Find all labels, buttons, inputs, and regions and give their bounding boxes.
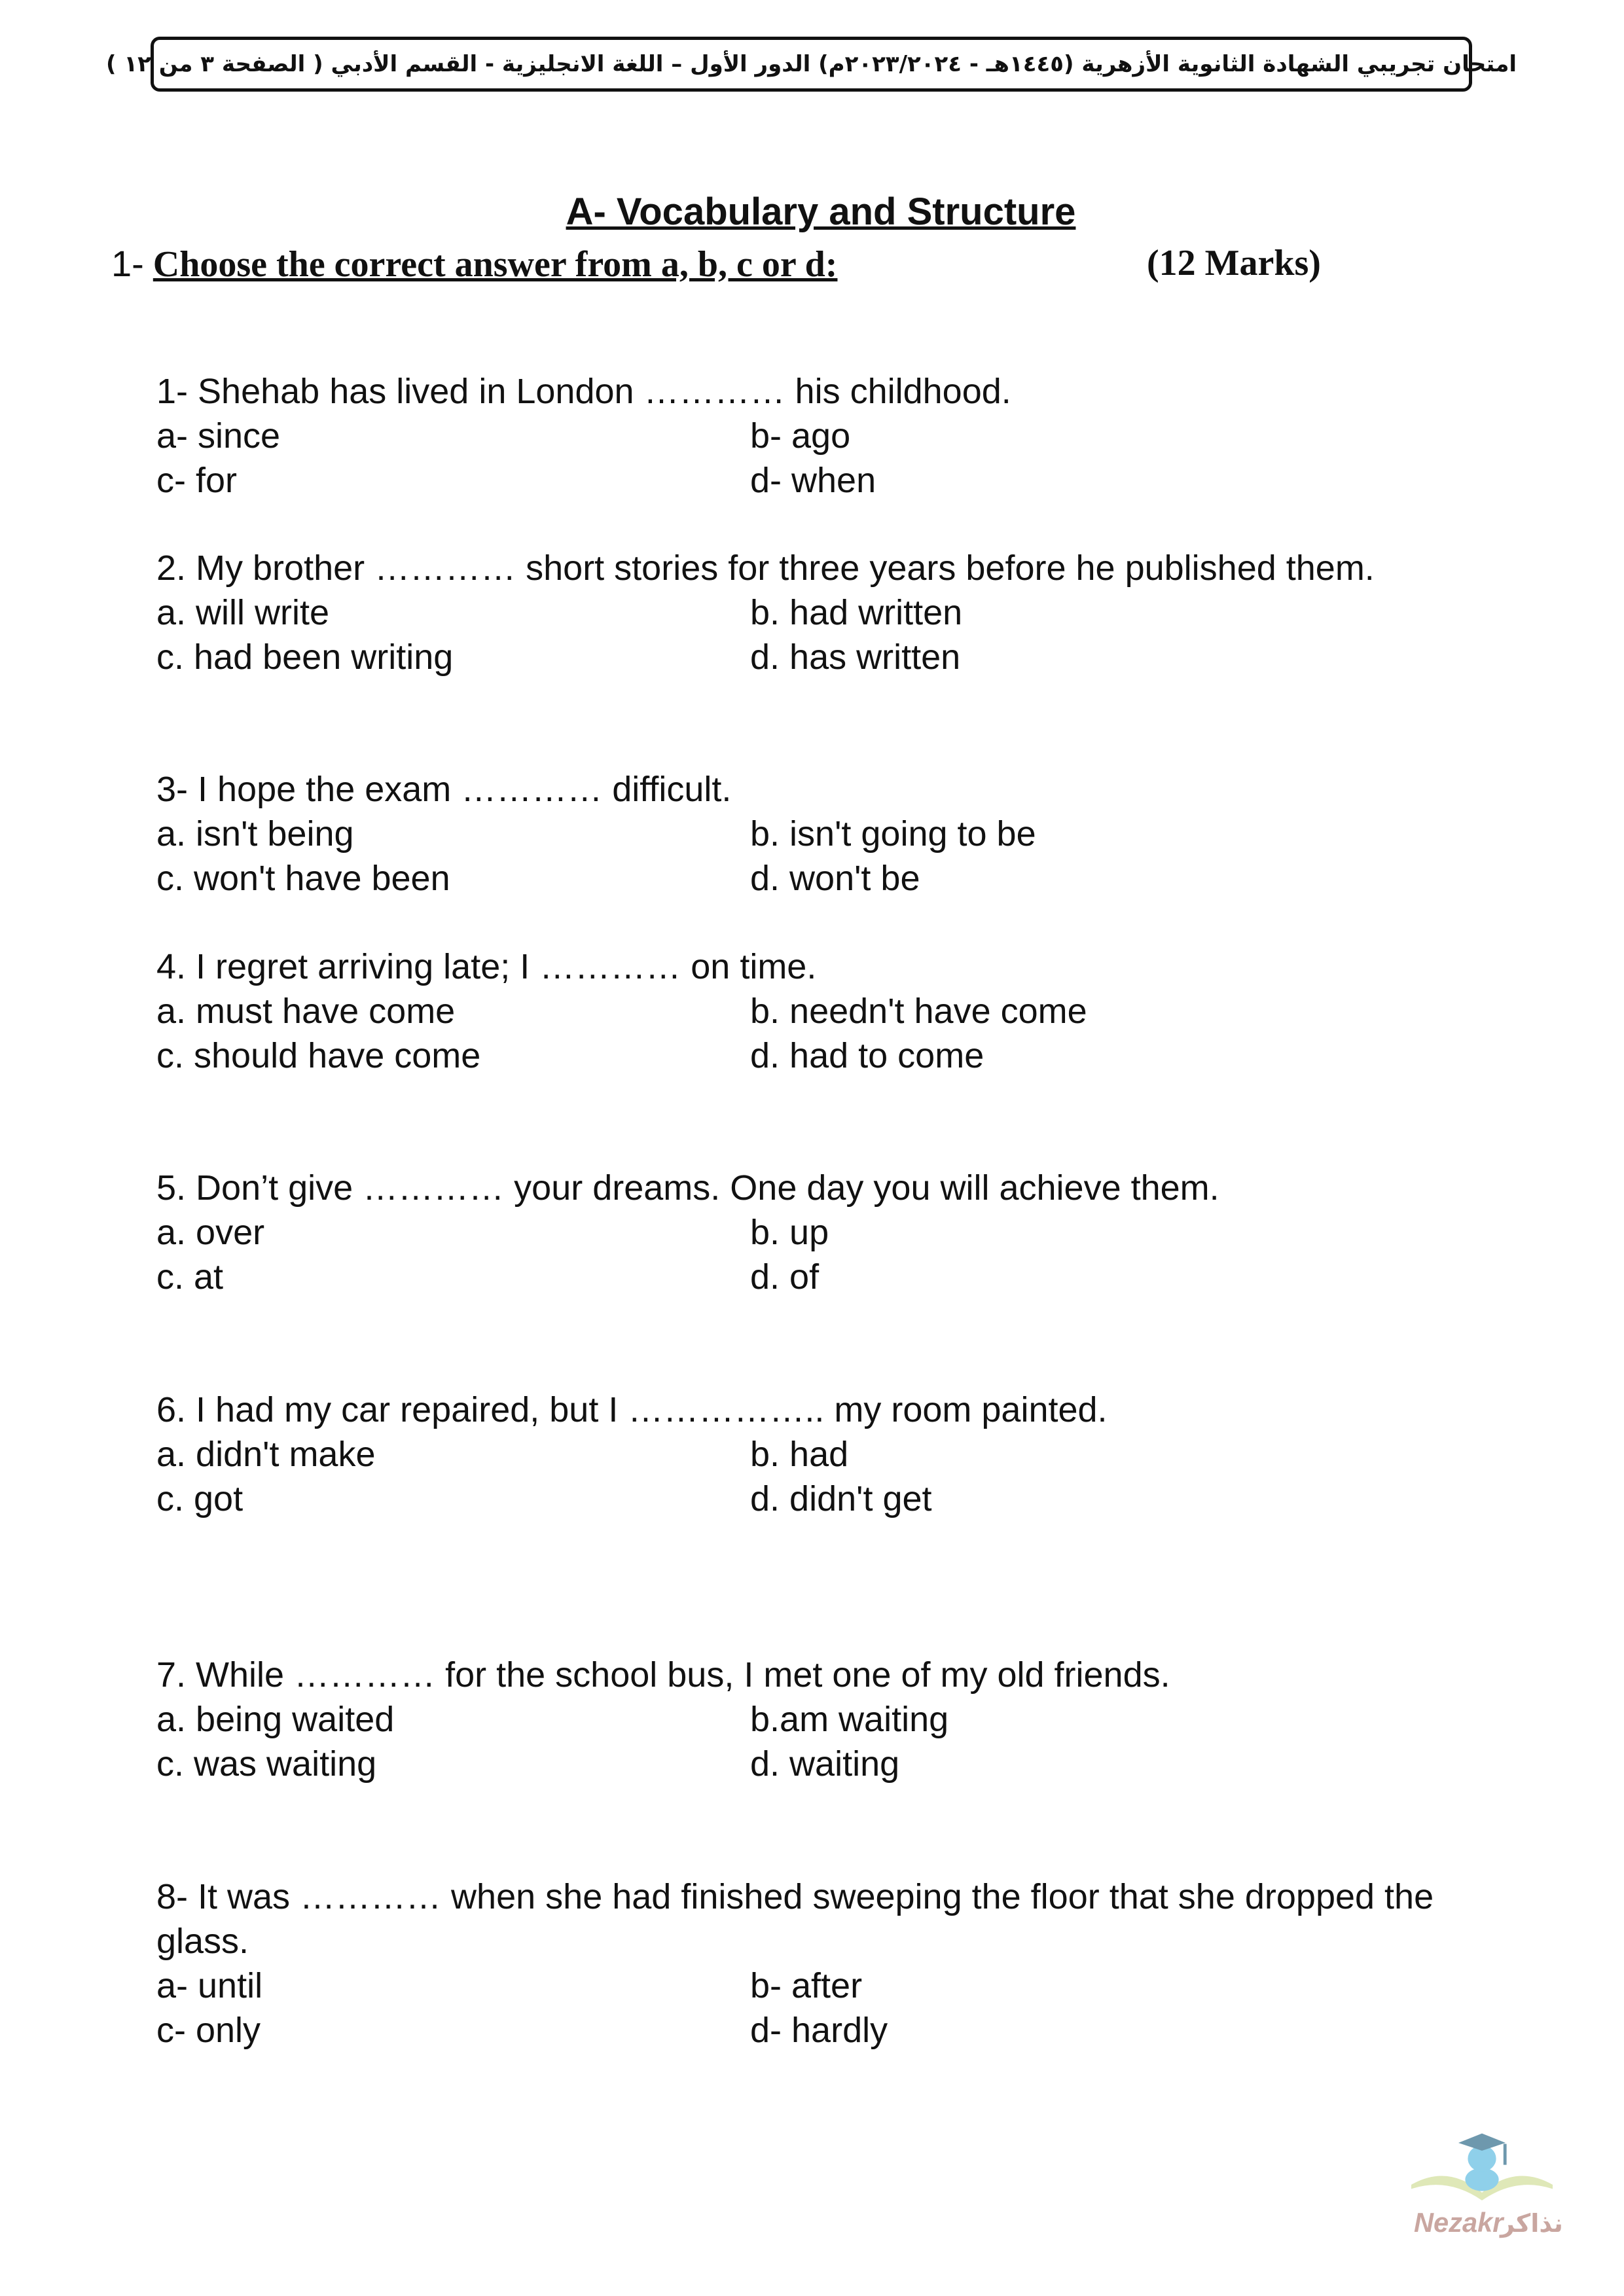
options [156,1210,1531,1299]
option-b: b. had written [750,593,963,632]
svg-text:Nezakr: Nezakr [1414,2207,1504,2238]
question-7 [156,1653,1531,1786]
instruction-text: Choose the correct answer from a, b, c or d: [153,244,838,285]
exam-header [105,37,1517,92]
option-a: a. will write [156,593,330,632]
option-c: c. won't have been [156,859,450,898]
instruction [111,242,837,285]
question-3 [156,767,1531,901]
option-b: b.am waiting [750,1700,949,1739]
options [156,812,1531,901]
option-d: d. of [750,1257,820,1297]
option-a: a. over [156,1213,265,1252]
option-c: c. had been writing [156,637,454,677]
option-d: d. has written [750,637,961,677]
question-stem: 4. I regret arriving late; I ………… on time. [156,947,817,986]
option-a: a. must have come [156,992,456,1031]
option-c: c. at [156,1257,224,1297]
option-d: d- when [750,461,876,500]
option-d: d. waiting [750,1744,900,1784]
question-stem: 3- I hope the exam ………… difficult. [156,770,732,809]
question-stem: 2. My brother ………… short stories for three years before he published them. [156,548,1375,588]
question-stem: 6. I had my car repaired, but I …………….. my room painted. [156,1390,1108,1429]
options [156,1697,1531,1786]
question-stem: 8- It was ………… when she had finished sweeping the floor that she dropped the glass. [156,1877,1434,1961]
option-b: b- ago [750,416,851,456]
instruction-number: 1- [111,243,144,284]
option-a: a- since [156,416,281,456]
option-d: d. won't be [750,859,920,898]
option-c: c. got [156,1479,244,1518]
option-a: a. didn't make [156,1435,376,1474]
option-c: c- for [156,461,238,500]
option-b: b. isn't going to be [750,814,1036,853]
marks: (12 Marks) [1147,243,1321,283]
option-d: d- hardly [750,2011,888,2050]
option-b: b. needn't have come [750,992,1087,1031]
option-b: b. up [750,1213,829,1252]
question-4 [156,944,1531,1078]
question-stem: 7. While ………… for the school bus, I met one of my old friends. [156,1655,1170,1695]
question-stem: 1- Shehab has lived in London ………… his childhood. [156,372,1011,411]
options [156,590,1531,679]
header-text: امتحان تجريبي الشهادة الثانوية الأزهرية (١٤٤٥هـ - ٢٠٢٣/٢٠٢٤م) الدور الأول – اللغة الانجليزية - القسم الأدبي ( الصفحة ٣ من ١٢ ) [105,51,1517,77]
option-d: d. had to come [750,1036,984,1075]
option-a: a. being waited [156,1700,395,1739]
options [156,1432,1531,1521]
options [156,989,1531,1078]
svg-text:نذاكر: نذاكر [1500,2209,1563,2238]
question-8 [156,1874,1531,2053]
option-a: a- until [156,1966,263,2005]
question-6 [156,1388,1531,1521]
option-c: c- only [156,2011,261,2050]
options [156,1964,1531,2053]
option-b: b. had [750,1435,849,1474]
options [156,414,1531,503]
option-c: c. was waiting [156,1744,377,1784]
option-d: d. didn't get [750,1479,932,1518]
question-1 [156,369,1531,503]
option-b: b- after [750,1966,863,2005]
section-title: A- Vocabulary and Structure [566,190,1076,233]
question-2 [156,546,1531,679]
question-stem: 5. Don’t give ………… your dreams. One day you will achieve them. [156,1168,1219,1208]
question-5 [156,1166,1531,1299]
nezakr-logo [1394,2127,1591,2258]
option-c: c. should have come [156,1036,481,1075]
option-a: a. isn't being [156,814,354,853]
